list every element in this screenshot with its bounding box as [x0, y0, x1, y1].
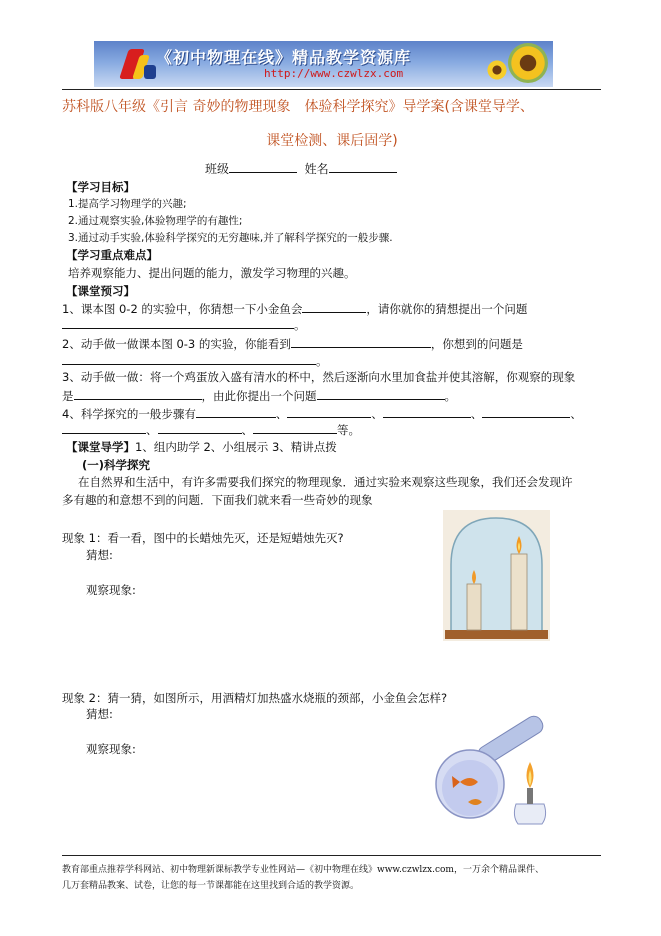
preview-q3: 3、动手做一做：将一个鸡蛋放入盛有清水的杯中，然后逐渐向水里加食盐并使其溶解，你观察的现象 — [62, 370, 576, 384]
class-label: 班级 — [205, 162, 230, 176]
logo-base — [144, 65, 156, 79]
q4-end: 等。 — [337, 423, 360, 437]
phenomenon-1-guess: 猜想: — [86, 548, 113, 562]
q3-text-c: ，由此你提出一个问题 — [201, 389, 317, 403]
doc-title-line2: 课堂检测、课后固学) — [266, 133, 398, 149]
name-label: 姓名 — [304, 162, 329, 176]
sep: 、 — [470, 407, 483, 421]
q1-question-blank[interactable] — [62, 316, 294, 329]
guide-header: 【课堂导学】 — [66, 440, 135, 454]
header-rule — [62, 89, 601, 90]
sep: 、 — [275, 407, 288, 421]
step-blank[interactable] — [482, 405, 570, 418]
phenomenon-2-guess: 猜想: — [86, 707, 113, 721]
goal-item: 3.通过动手实验,体验科学探究的无穷趣味,并了解科学探究的一般步骤. — [68, 232, 393, 244]
q1-blank[interactable] — [302, 300, 366, 313]
banner-title: 《初中物理在线》精品教学资源库 — [156, 48, 412, 67]
class-field[interactable] — [229, 160, 297, 173]
step-blank[interactable] — [253, 421, 337, 434]
q1-text-b: ，请你就你的猜想提出一个问题 — [366, 302, 528, 316]
preview-q1-answer — [62, 316, 306, 333]
banner-url[interactable]: http://www.czwlzx.com — [264, 67, 404, 80]
goal-item: 1.提高学习物理学的兴趣; — [68, 198, 187, 210]
q3-text-b: 是 — [62, 389, 74, 403]
phenomenon-1-observe: 观察现象: — [86, 583, 136, 597]
q2-blank[interactable] — [291, 335, 431, 348]
preview-q2-answer — [62, 352, 328, 369]
guide-para-line2: 多有趣的和意想不到的问题．下面我们就来看一些奇妙的现象 — [62, 493, 373, 507]
goals-header: 【学习目标】 — [66, 180, 135, 194]
guide-header-line — [66, 439, 337, 455]
header-banner — [94, 41, 553, 87]
preview-q4-cont — [62, 421, 360, 438]
q4-text: 4、科学探究的一般步骤有 — [62, 407, 196, 421]
q3-question-blank[interactable] — [317, 387, 445, 400]
footer-line2: 几万套精品教案、试卷，让您的每一节课都能在这里找到合适的教学资源。 — [62, 881, 360, 891]
key-points-text: 培养观察能力、提出问题的能力，激发学习物理的兴趣。 — [68, 266, 356, 280]
section-title: (一)科学探究 — [82, 458, 151, 472]
doc-title-line1: 苏科版八年级《引言 奇妙的物理现象 体验科学探究》导学案(含课堂导学、 — [62, 99, 534, 115]
candle-bell-jar-figure — [443, 510, 550, 641]
class-name-line — [205, 160, 397, 177]
sep: 、 — [146, 423, 158, 437]
sep: 、 — [570, 407, 582, 421]
step-blank[interactable] — [158, 421, 242, 434]
preview-q1 — [62, 300, 527, 317]
footer-rule — [62, 855, 601, 856]
footer-line1: 教育部重点推荐学科网站、初中物理新课标教学专业性网站—《初中物理在线》www.czwlzx.com，一万余个精品课件、 — [62, 865, 544, 875]
q3-blank[interactable] — [74, 387, 202, 400]
flask-goldfish-figure — [430, 712, 558, 832]
preview-q3-answer — [62, 387, 456, 404]
q2-question-blank[interactable] — [62, 352, 316, 365]
key-points-header: 【学习重点难点】 — [66, 248, 158, 262]
step-blank[interactable] — [62, 421, 146, 434]
phenomenon-1-question: 现象 1：看一看，图中的长蜡烛先灭，还是短蜡烛先灭? — [62, 531, 344, 545]
step-blank[interactable] — [196, 405, 276, 418]
q2-text-b: ，你想到的问题是 — [430, 337, 523, 351]
guide-para-line1: 在自然界和生活中，有许多需要我们探究的物理现象．通过实验来观察这些现象，我们还会发现许 — [78, 475, 573, 489]
phenomenon-2-observe: 观察现象: — [86, 742, 136, 756]
name-field[interactable] — [329, 160, 397, 173]
sep: 、 — [241, 423, 253, 437]
goal-item: 2.通过观察实验,体验物理学的有趣性; — [68, 215, 243, 227]
preview-q4 — [62, 405, 582, 422]
period: 。 — [294, 318, 306, 332]
period: 。 — [316, 354, 328, 368]
guide-header-rest: 1、组内助学 2、小组展示 3、精讲点拨 — [135, 440, 337, 454]
period: 。 — [444, 389, 456, 403]
preview-header: 【课堂预习】 — [66, 284, 135, 298]
sep: 、 — [371, 407, 383, 421]
footer — [62, 862, 602, 894]
q2-text: 2、动手做一做课本图 0-3 的实验，你能看到 — [62, 337, 291, 351]
step-blank[interactable] — [383, 405, 471, 418]
sunflower-icon — [508, 43, 548, 83]
step-blank[interactable] — [287, 405, 371, 418]
sunflower-icon — [486, 59, 508, 81]
preview-q2 — [62, 335, 523, 352]
phenomenon-2-question: 现象 2：猜一猜，如图所示，用酒精灯加热盛水烧瓶的颈部，小金鱼会怎样? — [62, 691, 448, 705]
q1-text: 1、课本图 0-2 的实验中，你猜想一下小金鱼会 — [62, 302, 303, 316]
